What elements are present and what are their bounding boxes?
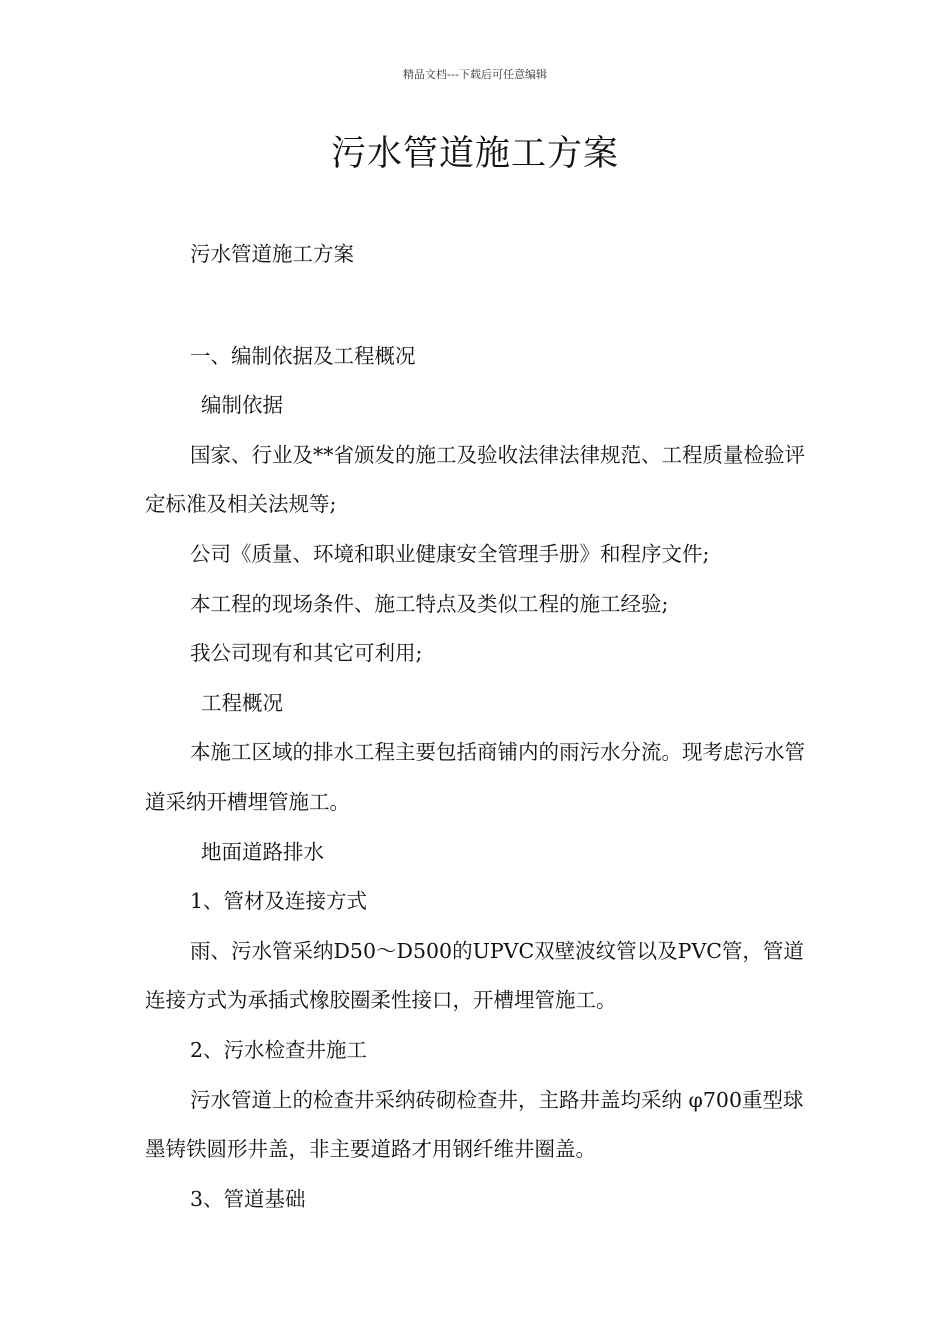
page-header: 精品文档---下载后可任意编辑	[403, 68, 547, 81]
document-title: 污水管道施工方案	[330, 134, 619, 174]
numbered-heading: 1、管材及连接方式	[190, 889, 368, 914]
paragraph: 我公司现有和其它可利用;	[190, 641, 423, 666]
paragraph: 本工程的现场条件、施工特点及类似工程的施工经验;	[190, 591, 669, 616]
numbered-heading: 2、污水检查井施工	[190, 1037, 368, 1062]
subheading-overview: 工程概况	[201, 690, 283, 715]
subheading-road-drainage: 地面道路排水	[201, 839, 324, 864]
document-body	[145, 230, 810, 1224]
subheading-basis: 编制依据	[201, 393, 283, 418]
numbered-heading: 3、管道基础	[190, 1186, 306, 1211]
paragraph: 污水管道上的检查井采纳砖砌检查井，主路井盖均采纳 φ700重型球墨铸铁圆形井盖，非主要道路才用钢纤维井圈盖。	[145, 1087, 804, 1162]
paragraph: 雨、污水管采纳D50～D500的UPVC双壁波纹管以及PVC管，管道连接方式为承插式橡胶圈柔性接口，开槽埋管施工。	[145, 938, 804, 1013]
paragraph: 国家、行业及**省颁发的施工及验收法律法律规范、工程质量检验评定标准及相关法规等;	[145, 442, 805, 517]
section-heading-1: 一、编制依据及工程概况	[190, 343, 416, 368]
paragraph: 公司《质量、环境和职业健康安全管理手册》和程序文件;	[190, 541, 710, 566]
paragraph: 本施工区域的排水工程主要包括商铺内的雨污水分流。现考虑污水管道采纳开槽埋管施工。	[145, 740, 805, 814]
paragraph-subtitle: 污水管道施工方案	[190, 242, 354, 266]
